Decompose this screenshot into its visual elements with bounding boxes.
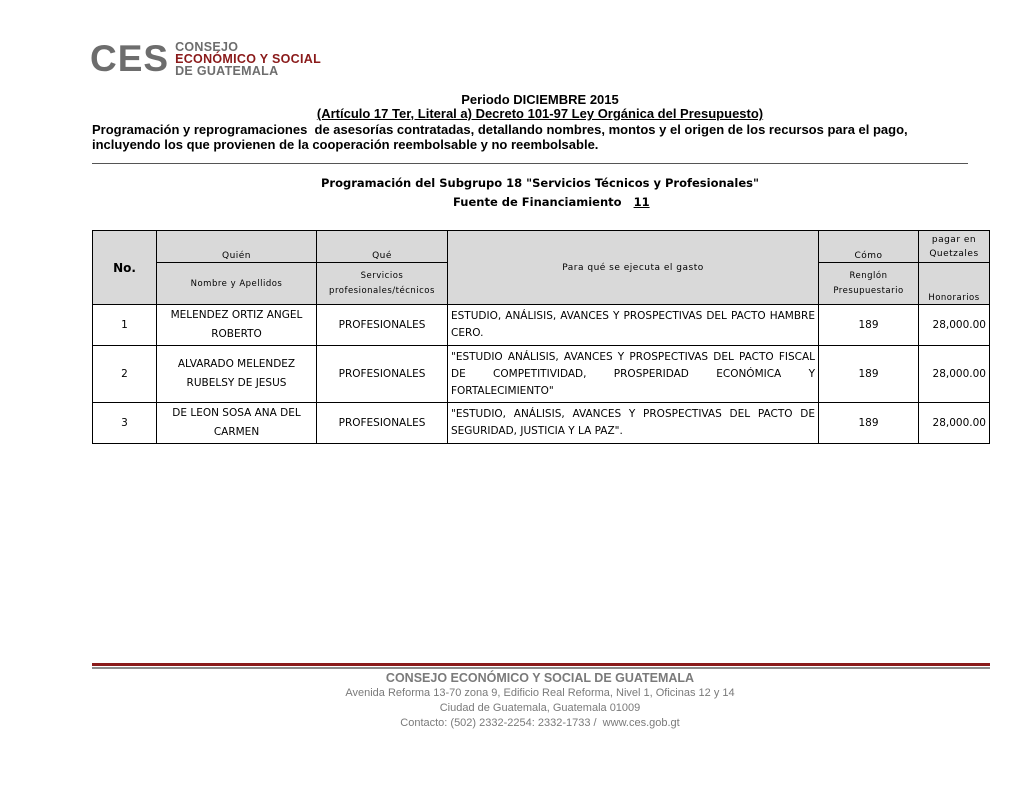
header-quien: Quién	[157, 231, 317, 263]
cell-renglon: 189	[819, 346, 919, 403]
cell-no: 2	[93, 346, 157, 403]
cell-renglon: 189	[819, 305, 919, 346]
header-que: Qué	[317, 231, 448, 263]
table-row	[93, 305, 990, 346]
footer-address-2: Ciudad de Guatemala, Guatemala 01009	[439, 702, 641, 714]
cell-honorarios: 28,000.00	[919, 305, 990, 346]
footer-contact: Contacto: (502) 2332-2254: 2332-1733 / www.ces.gob.gt	[400, 717, 680, 729]
table-row	[93, 403, 990, 444]
header-renglon: Renglón Presupuestario	[819, 263, 919, 305]
header-divider	[92, 163, 968, 164]
cell-servicio: PROFESIONALES	[317, 403, 448, 444]
cell-honorarios: 28,000.00	[919, 346, 990, 403]
description-line-2: incluyendo los que provienen de la cooperación reembolsable y no reembolsable.	[92, 137, 599, 152]
period-title: Periodo DICIEMBRE 2015	[461, 92, 619, 107]
cell-renglon: 189	[819, 403, 919, 444]
cell-para: "ESTUDIO ANÁLISIS, AVANCES Y PROSPECTIVAS DEL PACTO FISCAL DE COMPETITIVIDAD, PROSPERIDAD ECONÓMICA Y FORTALECIMIENTO"	[448, 346, 819, 403]
cell-nombre: ALVARADO MELENDEZ RUBELSY DE JESUS	[157, 346, 317, 403]
funding-source	[453, 195, 650, 209]
funding-source-label: Fuente de Financiamiento	[453, 195, 622, 209]
logo-line-2: ECONÓMICO Y SOCIAL	[175, 52, 322, 66]
cell-nombre: MELENDEZ ORTIZ ANGEL ROBERTO	[157, 305, 317, 346]
cell-servicio: PROFESIONALES	[317, 346, 448, 403]
description-line-1: Programación y reprogramaciones de asesorías contratadas, detallando nombres, montos y el origen de los recursos para el pago,	[92, 122, 908, 137]
logo-line-3: DE GUATEMALA	[175, 64, 279, 78]
footer-address-1: Avenida Reforma 13-70 zona 9, Edificio Real Reforma, Nivel 1, Oficinas 12 y 14	[345, 687, 735, 699]
logo-mark: CES	[90, 38, 170, 79]
header-servicios: Servicios profesionales/técnicos	[317, 263, 448, 305]
footer-divider-gray	[92, 667, 990, 669]
header-honorarios: Honorarios	[919, 263, 990, 305]
document-description	[92, 122, 992, 152]
cell-no: 1	[93, 305, 157, 346]
funding-source-value: 11	[633, 195, 650, 209]
cell-nombre: DE LEON SOSA ANA DEL CARMEN	[157, 403, 317, 444]
subgroup-title: Programación del Subgrupo 18 "Servicios Técnicos y Profesionales"	[320, 176, 759, 190]
footer-org: CONSEJO ECONÓMICO Y SOCIAL DE GUATEMALA	[385, 671, 695, 685]
cell-no: 3	[93, 403, 157, 444]
header-como: Cómo	[819, 231, 919, 263]
consultancy-table	[92, 230, 990, 444]
cell-servicio: PROFESIONALES	[317, 305, 448, 346]
footer-divider-red	[92, 663, 990, 666]
header-nombre: Nombre y Apellidos	[157, 263, 317, 305]
logo-line-1: CONSEJO	[175, 40, 239, 54]
cell-honorarios: 28,000.00	[919, 403, 990, 444]
logo-text	[175, 41, 321, 77]
header-pagar: pagar en Quetzales	[919, 231, 990, 263]
header-no: No.	[93, 231, 157, 305]
cell-para: "ESTUDIO, ANÁLISIS, AVANCES Y PROSPECTIVAS DEL PACTO DE SEGURIDAD, JUSTICIA Y LA PAZ".	[448, 403, 819, 444]
footer	[0, 671, 1024, 731]
cell-para: ESTUDIO, ANÁLISIS, AVANCES Y PROSPECTIVAS DEL PACTO HAMBRE CERO.	[448, 305, 819, 346]
table-row	[93, 346, 990, 403]
article-reference: (Artículo 17 Ter, Literal a) Decreto 101-97 Ley Orgánica del Presupuesto)	[316, 106, 764, 121]
ces-logo	[90, 40, 321, 78]
header-para-que: Para qué se ejecuta el gasto	[448, 231, 819, 305]
